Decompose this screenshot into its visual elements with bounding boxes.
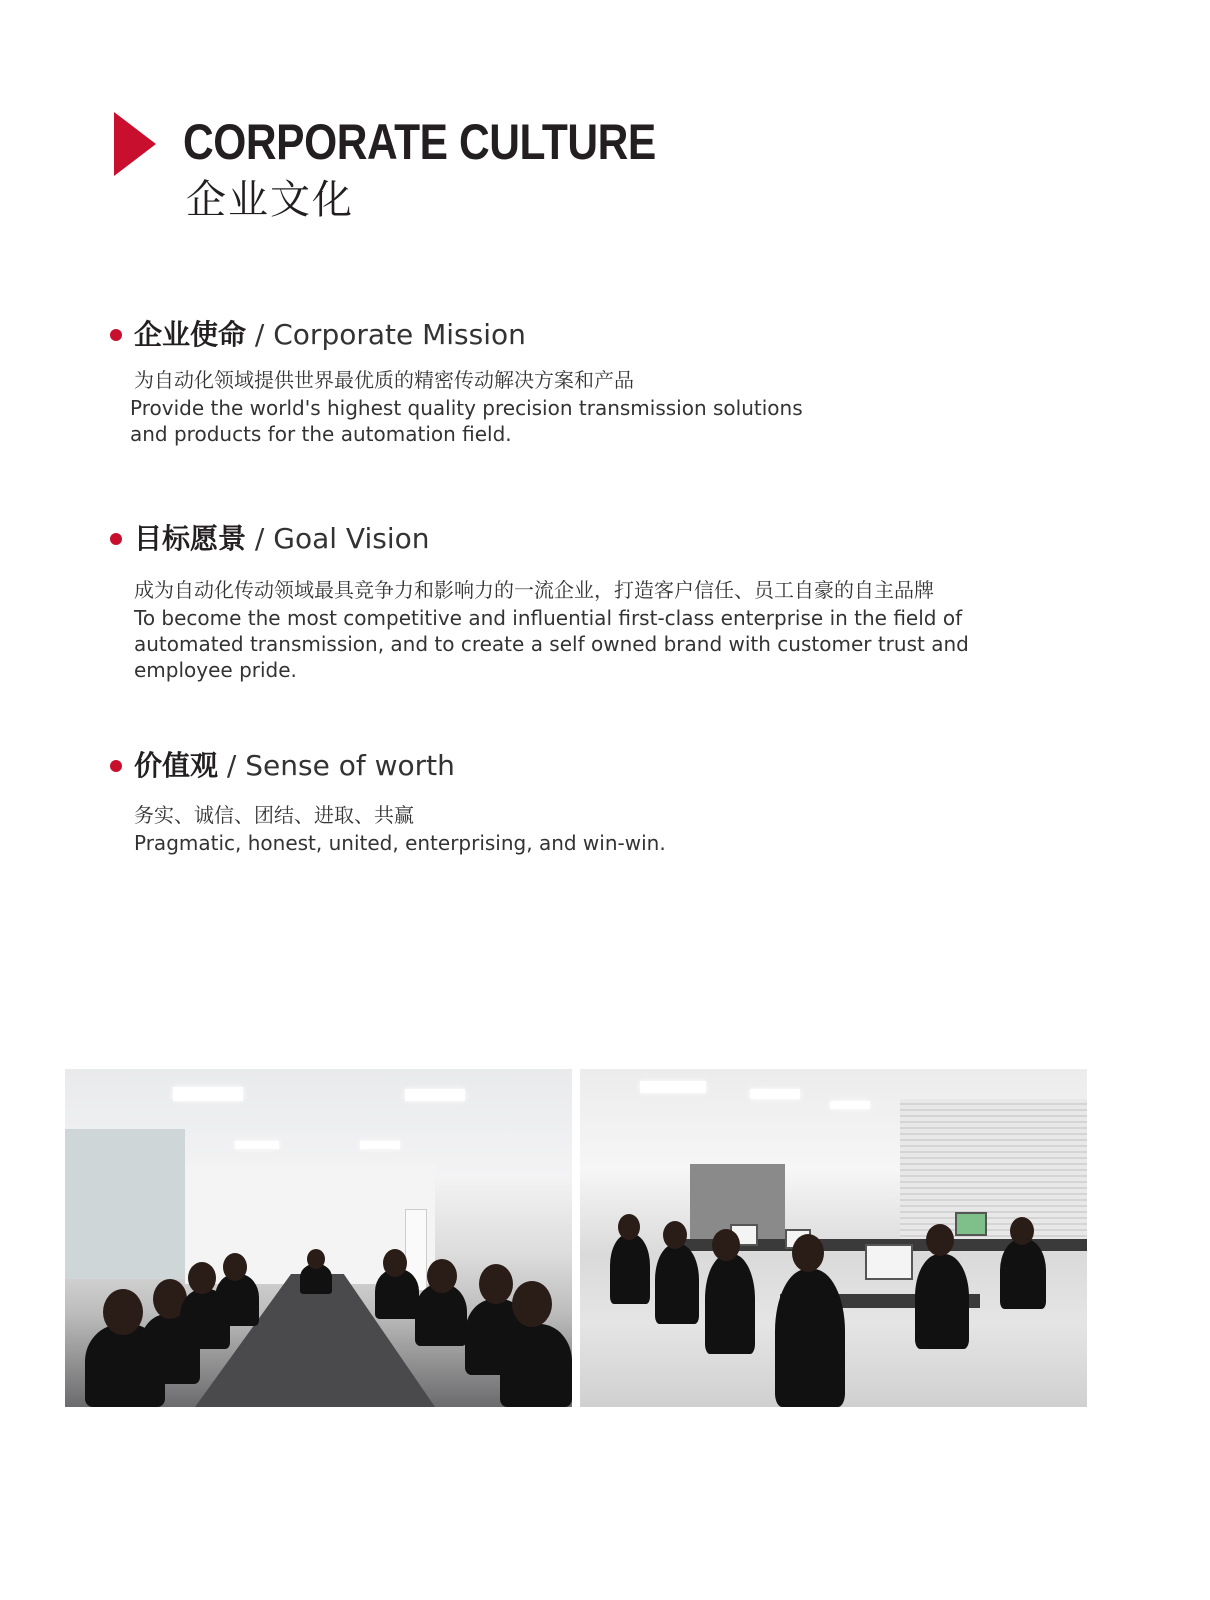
heading-en: Goal Vision	[273, 522, 430, 555]
heading-cn: 价值观	[134, 749, 219, 782]
meeting-room-photo	[65, 1069, 572, 1407]
bullet-dot-icon	[110, 533, 122, 545]
section-corporate-mission	[110, 317, 1110, 447]
section-heading	[110, 748, 1110, 784]
body-text-cn: 为自动化领域提供世界最优质的精密传动解决方案和产品	[134, 368, 634, 392]
body-text-en: Pragmatic, honest, united, enterprising, and win-win.	[134, 831, 666, 855]
heading-separator: /	[218, 749, 246, 782]
heading-cn: 目标愿景	[134, 522, 247, 555]
heading-separator: /	[246, 318, 274, 351]
heading-separator: /	[246, 522, 274, 555]
section-sense-of-worth	[110, 748, 1110, 856]
section-goal-vision	[110, 521, 1110, 683]
section-heading	[110, 317, 1110, 353]
section-heading	[110, 521, 1110, 557]
body-text-en: To become the most competitive and influential first-class enterprise in the field of automated transmission, and to create a self owned brand with customer trust and employee pride.	[134, 606, 969, 682]
body-text-cn: 务实、诚信、团结、进取、共赢	[134, 803, 414, 827]
heading-cn: 企业使命	[134, 318, 247, 351]
heading-en: Sense of worth	[245, 749, 455, 782]
header-triangle-icon	[114, 112, 156, 176]
page-title-en: CORPORATE CULTURE	[183, 114, 656, 170]
bullet-dot-icon	[110, 760, 122, 772]
office-workspace-photo	[580, 1069, 1087, 1407]
bullet-dot-icon	[110, 329, 122, 341]
page-title-cn: 企业文化	[186, 177, 354, 223]
body-text-en: Provide the world's highest quality precision transmission solutions and products for the automation field.	[130, 396, 803, 446]
body-text-cn: 成为自动化传动领域最具竞争力和影响力的一流企业，打造客户信任、员工自豪的自主品牌	[134, 578, 934, 602]
heading-en: Corporate Mission	[273, 318, 526, 351]
